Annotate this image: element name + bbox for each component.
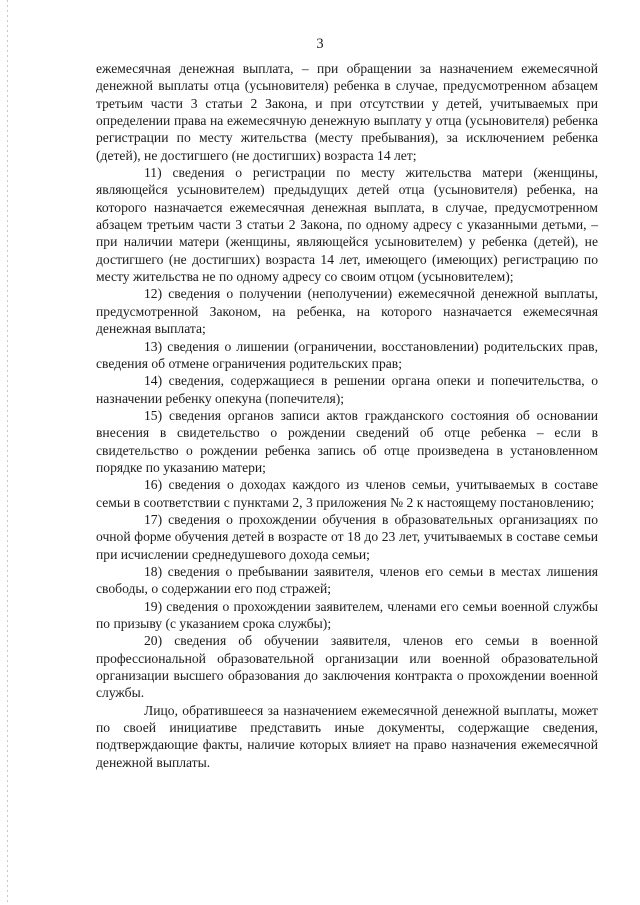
- document-body: [96, 60, 598, 771]
- list-item-14: 14) сведения, содержащиеся в решении органа опеки и попечительства, о назначении ребенку опекуна (попечителя);: [96, 373, 598, 406]
- list-item-13: 13) сведения о лишении (ограничении, восстановлении) родительских прав, сведения об отмене ограничения родительских прав;: [96, 338, 598, 371]
- closing-paragraph: Лицо, обратившееся за назначением ежемесячной денежной выплаты, может по своей инициативе представить иные документы, содержащие сведения, подтверждающие факты, наличие которых влияет на право назначения ежемесячной денежной выплаты.: [96, 702, 598, 770]
- list-item-12: 12) сведения о получении (неполучении) ежемесячной денежной выплаты, предусмотренной Законом, на ребенка, на которого назначается ежемесячная денежная выплата;: [96, 286, 598, 337]
- list-item-20: 20) сведения об обучении заявителя, членов его семьи в военной профессиональной образовательной организации или военной образовательной организации высшего образования до заключения контракта о прохождении военной службы.: [96, 633, 598, 701]
- list-item-15: 15) сведения органов записи актов гражданского состояния об основании внесения в свидетельство о рождении сведений об отце ребенка – если в свидетельство о рождении ребенка запись об отце произведена в установленном порядке по указанию матери;: [96, 407, 598, 475]
- list-item-11: 11) сведения о регистрации по месту жительства матери (женщины, являющейся усыновителем) предыдущих детей отца (усыновителя) ребенка, на которого назначается ежемесячная денежная выплата, в случае, предусмотренном абзацем третьим части 3 статьи 2 Закона, по одному адресу с указанными детьми, – при наличии матери (женщины, являющейся усыновителем) у ребенка (детей), не достигшего (не достигших) возраста 14 лет, имеющего (имеющих) регистрацию по месту жительства не по одному адресу со своим отцом (усыновителем);: [96, 165, 598, 285]
- list-item-16: 16) сведения о доходах каждого из членов семьи, учитываемых в составе семьи в соответствии с пунктами 2, 3 приложения № 2 к настоящему постановлению;: [96, 477, 598, 510]
- page-number: 3: [316, 36, 324, 52]
- paragraph-continuation: ежемесячная денежная выплата, – при обращении за назначением ежемесячной денежной выплаты отца (усыновителя) ребенка в случае, предусмотренном абзацем третьим части 3 статьи 2 Закона, и при отсутствии у детей, учитываемых при определении права на ежемесячную денежную выплату у отца (усыновителя) ребенка регистрации по месту жительства (месту пребывания), за исключением ребенка (детей), не достигшего (не достигших) возраста 14 лет;: [96, 61, 598, 163]
- list-item-17: 17) сведения о прохождении обучения в образовательных организациях по очной форме обучения детей в возрасте от 18 до 23 лет, учитываемых в составе семьи при исчислении среднедушевого дохода семьи;: [96, 511, 598, 562]
- scan-edge-mark: [7, 0, 8, 905]
- list-item-19: 19) сведения о прохождении заявителем, членами его семьи военной службы по призыву (с указанием срока службы);: [96, 598, 598, 631]
- list-item-18: 18) сведения о пребывании заявителя, членов его семьи в местах лишения свободы, о содержании его под стражей;: [96, 563, 598, 597]
